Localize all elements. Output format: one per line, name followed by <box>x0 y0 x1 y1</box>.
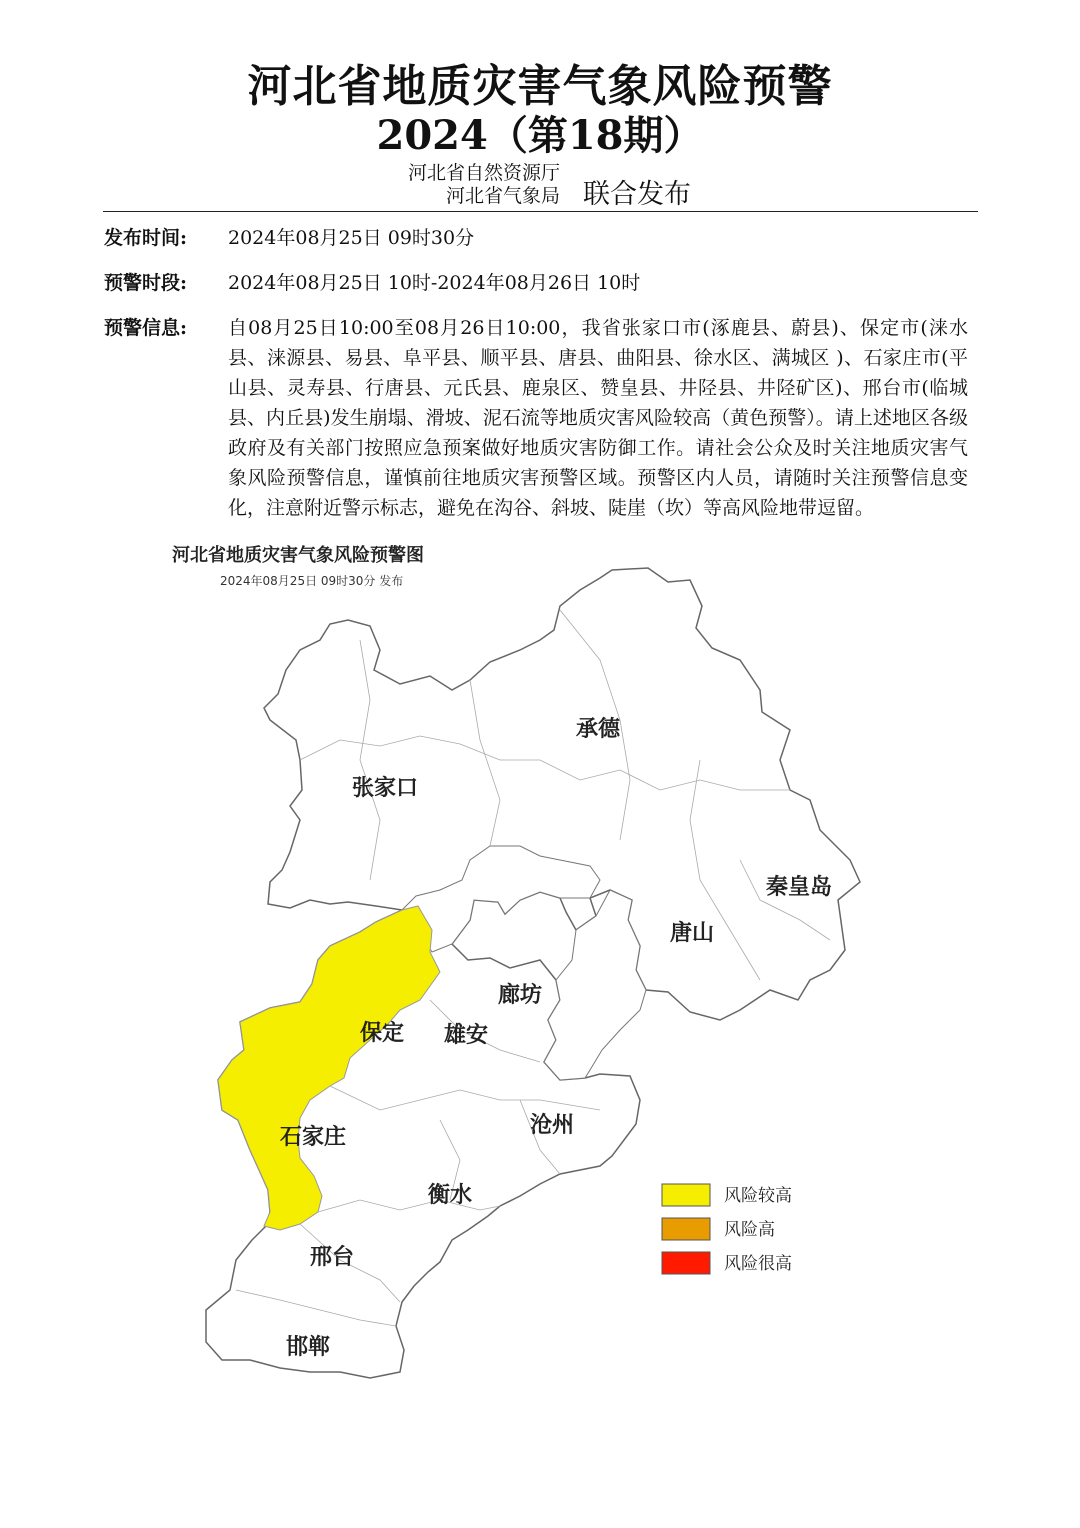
warning-period-value: 2024年08月25日 10时-2024年08月26日 10时 <box>228 272 641 294</box>
city-label-shijiazhuang: 石家庄 <box>280 1125 347 1150</box>
legend-label-very-high: 风险很高 <box>724 1254 792 1274</box>
warning-period-label: 预警时段: <box>104 272 188 294</box>
publish-time-value: 2024年08月25日 09时30分 <box>228 227 475 249</box>
issue-number: 2024（第18期） <box>376 112 704 159</box>
document-title: 河北省地质灾害气象风险预警 <box>247 61 833 112</box>
city-label-handan: 邯郸 <box>286 1335 331 1360</box>
city-label-baoding: 保定 <box>360 1021 405 1046</box>
city-label-hengshui: 衡水 <box>428 1183 473 1208</box>
legend-swatch-high <box>662 1218 710 1240</box>
legend-swatch-high-moderate <box>662 1184 710 1206</box>
warning-info-label: 预警信息: <box>104 317 188 339</box>
city-label-qinhuangdao: 秦皇岛 <box>766 875 833 900</box>
city-label-tangshan: 唐山 <box>670 921 715 946</box>
city-label-cangzhou: 沧州 <box>530 1113 575 1138</box>
city-label-xiongan: 雄安 <box>444 1023 489 1048</box>
city-label-xingtai: 邢台 <box>310 1245 355 1270</box>
city-label-langfang: 廊坊 <box>498 983 543 1008</box>
map-title: 河北省地质灾害气象风险预警图 <box>172 545 424 566</box>
joint-release: 联合发布 <box>583 179 691 210</box>
legend-swatch-very-high <box>662 1252 710 1274</box>
issuer-natural-resources: 河北省自然资源厅 <box>407 162 560 184</box>
issuer-meteorological: 河北省气象局 <box>445 185 560 207</box>
warning-info-text: 自08月25日10:00至08月26日10:00，我省张家口市(涿鹿县、蔚县)、保定市(涞水县、涞源县、易县、阜平县、顺平县、唐县、曲阳县、徐水区、满城区 )、石家庄市(平山县、灵寿县、行唐县、元氏县、鹿泉区、赞皇县、井陉县、井陉矿区)、邢台市(临城县、内丘县)发生崩塌、滑坡、泥石流等地质灾害风险较高（黄色预警）。请上述地区各级政府及有关部门按照应急预案做好地质灾害防御工作。请社会公众及时关注地质灾害气象风险预警信息，谨慎前往地质灾害预警区域。预警区内人员，请随时关注预警信息变化，注意附近警示标志，避免在沟谷、斜坡、陡崖（坎）等高风险地带逗留。 <box>228 317 968 519</box>
legend-label-high: 风险高 <box>724 1220 775 1240</box>
city-label-zhangjiakou: 张家口 <box>352 776 419 801</box>
publish-time-label: 发布时间: <box>104 227 188 249</box>
city-label-chengde: 承德 <box>576 717 621 742</box>
legend-label-high-moderate: 风险较高 <box>724 1186 792 1206</box>
map-subtitle: 2024年08月25日 09时30分 发布 <box>220 574 404 588</box>
map-legend <box>662 1184 792 1274</box>
